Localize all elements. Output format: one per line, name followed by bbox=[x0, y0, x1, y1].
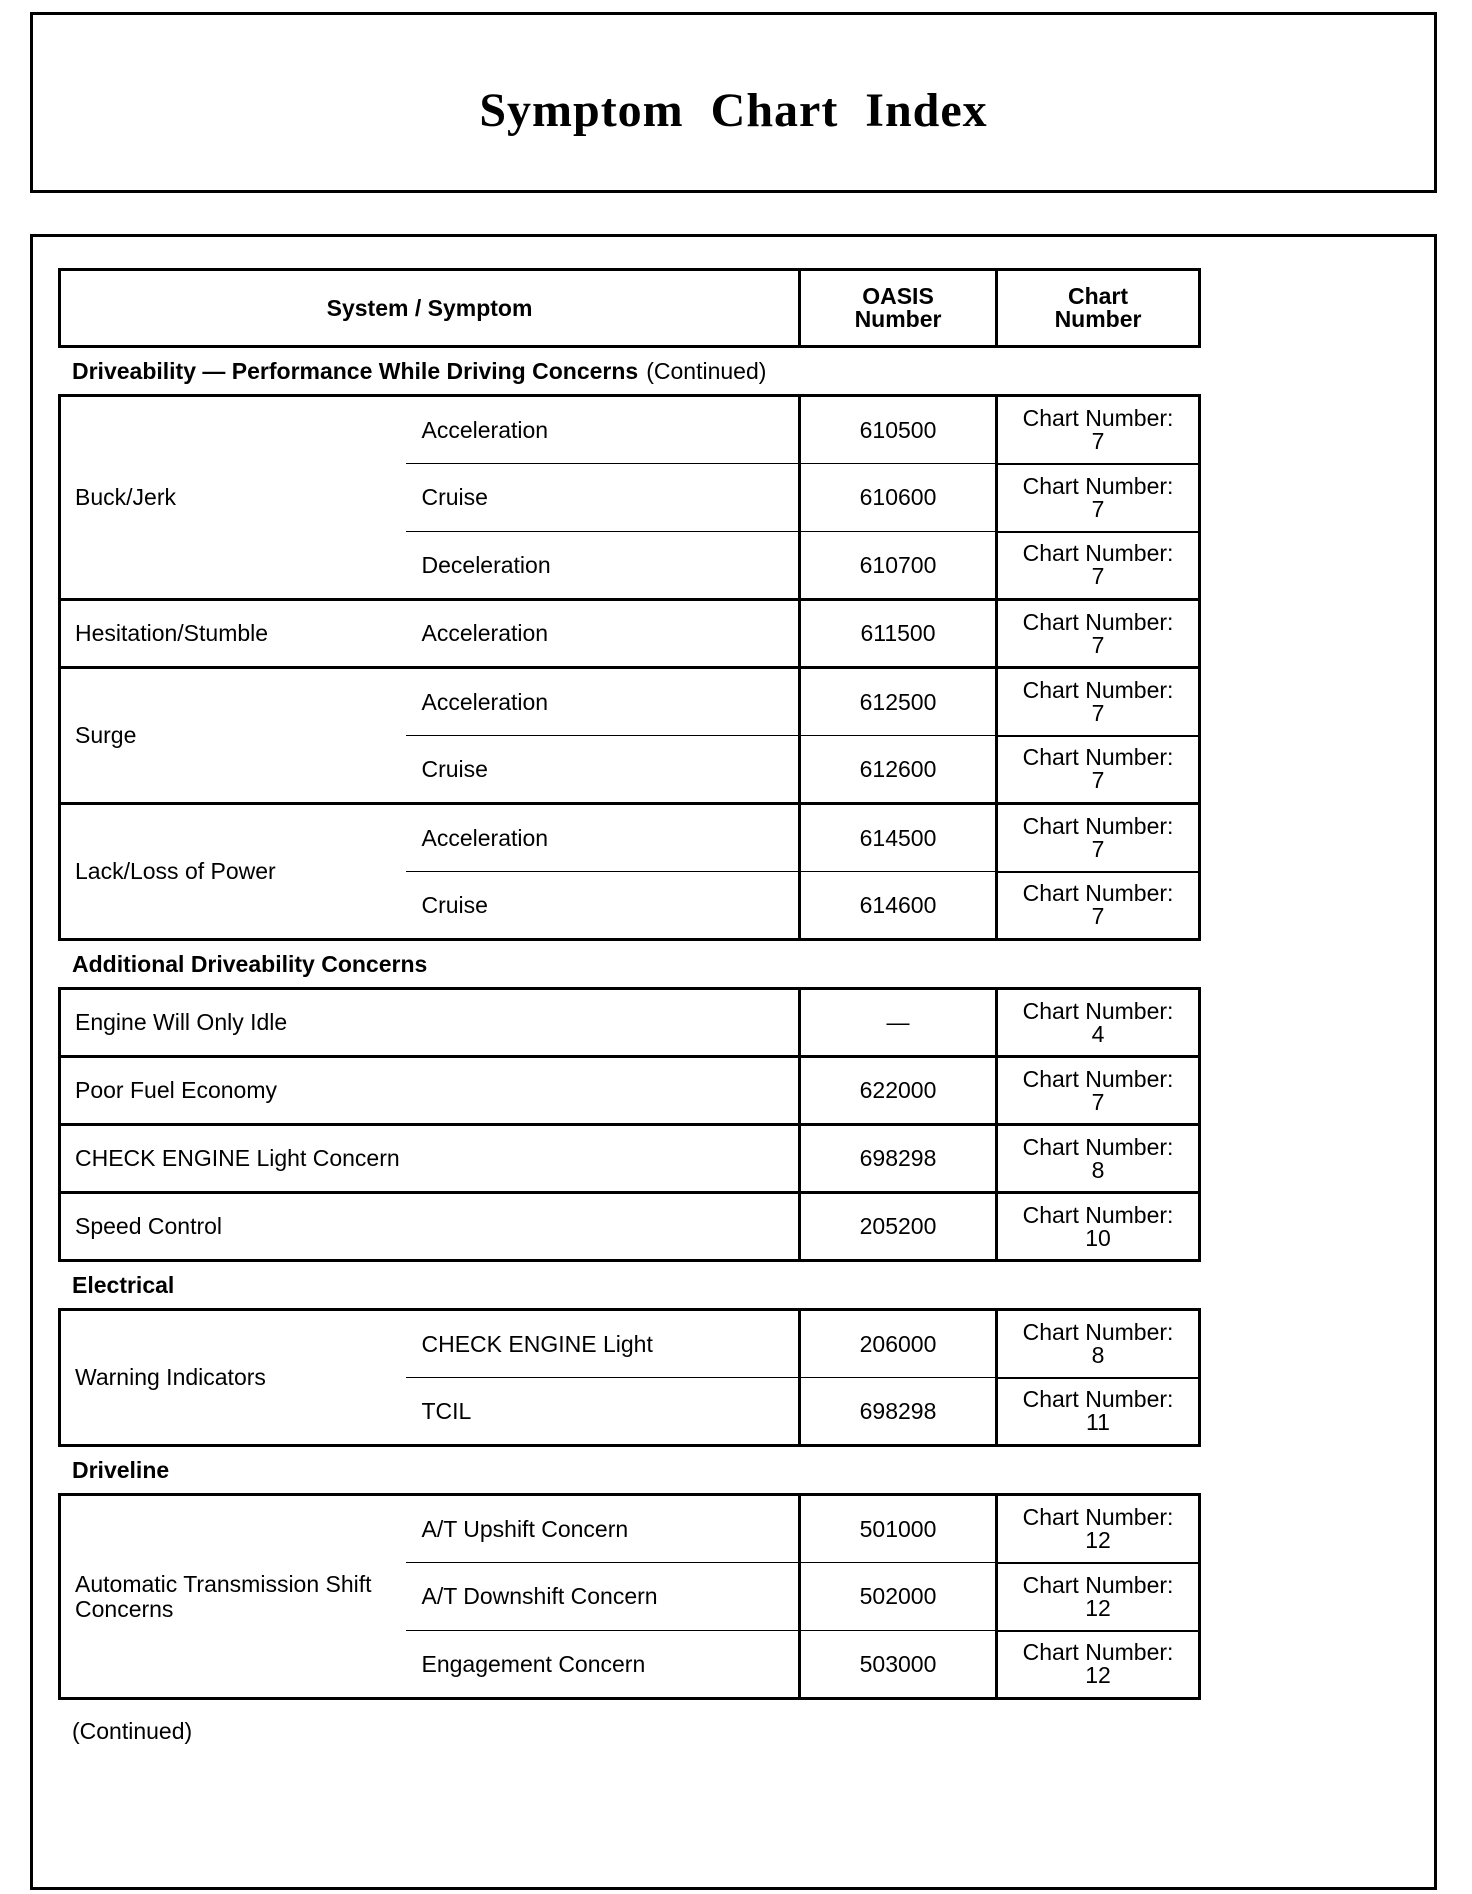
header-oasis-line1: OASIS bbox=[862, 283, 934, 309]
table-row bbox=[60, 1495, 1200, 1563]
section-title-driveline bbox=[58, 1447, 1198, 1493]
table-row bbox=[60, 668, 1200, 736]
chart-number-value: 7 bbox=[1091, 767, 1105, 794]
chart-number-value: 7 bbox=[1091, 1088, 1105, 1115]
section-title-electrical bbox=[58, 1262, 1198, 1308]
driveline-table bbox=[58, 1493, 1201, 1700]
chart-number-cell bbox=[997, 1310, 1200, 1378]
chart-number-cell bbox=[997, 989, 1200, 1057]
system-cell: Surge bbox=[60, 668, 406, 804]
section-note: (Continued) bbox=[646, 357, 767, 384]
chart-number-value: 12 bbox=[1085, 1594, 1111, 1621]
system-cell: Hesitation/Stumble bbox=[60, 600, 406, 668]
table-row bbox=[60, 804, 1200, 872]
oasis-number-cell: 698298 bbox=[800, 1378, 997, 1446]
oasis-number-cell: 610700 bbox=[800, 532, 997, 600]
oasis-number-cell: 610500 bbox=[800, 396, 997, 464]
oasis-number-cell: 614600 bbox=[800, 872, 997, 940]
table-row bbox=[60, 989, 1200, 1057]
chart-number-cell bbox=[997, 1057, 1200, 1125]
chart-number-value: 10 bbox=[1085, 1224, 1111, 1251]
symptom-cell: Acceleration bbox=[406, 600, 800, 668]
chart-number-label: Chart Number: bbox=[1022, 812, 1174, 839]
system-cell: Lack/Loss of Power bbox=[60, 804, 406, 940]
chart-number-cell bbox=[997, 1378, 1200, 1446]
chart-number-value: 7 bbox=[1091, 563, 1105, 590]
oasis-number-cell: 612600 bbox=[800, 736, 997, 804]
chart-number-value: 8 bbox=[1091, 1156, 1105, 1183]
chart-number-value: 7 bbox=[1091, 903, 1105, 930]
chart-number-label: Chart Number: bbox=[1022, 1386, 1174, 1413]
symptom-index-content bbox=[58, 268, 1198, 1745]
oasis-number-cell: — bbox=[800, 989, 997, 1057]
header-system-symptom: System / Symptom bbox=[60, 270, 800, 347]
section-title-text: Driveline bbox=[72, 1456, 170, 1483]
chart-number-label: Chart Number: bbox=[1022, 997, 1174, 1024]
header-oasis-number bbox=[800, 270, 997, 347]
table-row bbox=[60, 1310, 1200, 1378]
chart-number-cell bbox=[997, 736, 1200, 804]
symptom-cell: Cruise bbox=[406, 464, 800, 532]
chart-number-cell bbox=[997, 1631, 1200, 1699]
symptom-cell: Engagement Concern bbox=[406, 1631, 800, 1699]
section-title-additional-driveability bbox=[58, 941, 1198, 987]
symptom-cell: Acceleration bbox=[421, 416, 549, 443]
system-cell: Warning Indicators bbox=[60, 1310, 406, 1446]
table-row bbox=[60, 1125, 1200, 1193]
chart-number-label: Chart Number: bbox=[1022, 1318, 1174, 1345]
chart-number-value: 12 bbox=[1085, 1526, 1111, 1553]
oasis-number-cell: 612500 bbox=[800, 668, 997, 736]
chart-number-cell bbox=[997, 1125, 1200, 1193]
chart-number-value: 7 bbox=[1091, 427, 1105, 454]
system-cell: Speed Control bbox=[60, 1193, 800, 1261]
system-cell: Automatic Transmission Shift Concerns bbox=[60, 1495, 406, 1699]
page-title: Symptom Chart Index bbox=[479, 84, 988, 137]
symptom-cell: Acceleration bbox=[406, 804, 800, 872]
chart-number-value: 8 bbox=[1091, 1341, 1105, 1368]
table-row bbox=[60, 396, 1200, 464]
header-oasis-line2: Number bbox=[854, 306, 942, 332]
title-box bbox=[30, 12, 1437, 193]
oasis-number-cell: 610600 bbox=[800, 464, 997, 532]
section-title-text: Electrical bbox=[72, 1271, 175, 1298]
chart-number-value: 12 bbox=[1085, 1662, 1111, 1689]
oasis-number-cell: 611500 bbox=[800, 600, 997, 668]
oasis-number-cell: 622000 bbox=[800, 1057, 997, 1125]
section-title-text: Additional Driveability Concerns bbox=[72, 950, 428, 977]
section-title-text: Driveability — Performance While Driving Concerns bbox=[72, 357, 639, 384]
symptom-cell: TCIL bbox=[406, 1378, 800, 1446]
header-chart-line2: Number bbox=[1054, 306, 1142, 332]
oasis-number-cell: 502000 bbox=[800, 1563, 997, 1631]
chart-number-cell bbox=[997, 1563, 1200, 1631]
system-cell: Engine Will Only Idle bbox=[60, 989, 800, 1057]
system-cell: Poor Fuel Economy bbox=[60, 1057, 800, 1125]
table-row bbox=[60, 600, 1200, 668]
oasis-number-cell: 614500 bbox=[800, 804, 997, 872]
chart-number-cell bbox=[997, 1193, 1200, 1261]
chart-number-label: Chart Number: bbox=[1022, 1133, 1174, 1160]
chart-number-cell bbox=[997, 532, 1200, 600]
header-chart-line1: Chart bbox=[1067, 283, 1129, 309]
system-cell: CHECK ENGINE Light Concern bbox=[60, 1125, 800, 1193]
symptom-cell: Cruise bbox=[406, 736, 800, 804]
symptom-cell: A/T Downshift Concern bbox=[406, 1563, 800, 1631]
chart-number-cell bbox=[997, 804, 1200, 872]
oasis-number-cell: 205200 bbox=[800, 1193, 997, 1261]
chart-number-label: Chart Number: bbox=[1022, 540, 1174, 567]
chart-number-label: Chart Number: bbox=[1022, 1065, 1174, 1092]
chart-number-label: Chart Number: bbox=[1022, 880, 1174, 907]
driveability-table bbox=[58, 394, 1201, 941]
chart-number-label: Chart Number: bbox=[1022, 1571, 1174, 1598]
chart-number-value: 11 bbox=[1086, 1409, 1110, 1436]
chart-number-label: Chart Number: bbox=[1022, 472, 1174, 499]
oasis-number-cell: 501000 bbox=[800, 1495, 997, 1563]
chart-number-cell bbox=[997, 464, 1200, 532]
system-cell: Buck/Jerk bbox=[60, 396, 406, 600]
chart-number-cell bbox=[997, 396, 1200, 464]
chart-number-label: Chart Number: bbox=[1022, 404, 1174, 431]
additional-driveability-table bbox=[58, 987, 1201, 1262]
oasis-number-cell: 698298 bbox=[800, 1125, 997, 1193]
chart-number-value: 4 bbox=[1091, 1020, 1105, 1047]
chart-number-label: Chart Number: bbox=[1022, 676, 1174, 703]
symptom-cell: A/T Upshift Concern bbox=[421, 1515, 629, 1542]
chart-number-cell bbox=[997, 600, 1200, 668]
chart-number-label: Chart Number: bbox=[1022, 1503, 1174, 1530]
continued-note: (Continued) bbox=[72, 1718, 193, 1744]
chart-number-label: Chart Number: bbox=[1022, 1201, 1174, 1228]
header-chart-number bbox=[997, 270, 1200, 347]
symptom-cell: Acceleration bbox=[406, 668, 800, 736]
header-table bbox=[58, 268, 1201, 348]
symptom-cell: Cruise bbox=[406, 872, 800, 940]
chart-number-label: Chart Number: bbox=[1022, 744, 1174, 771]
chart-number-value: 7 bbox=[1091, 699, 1105, 726]
chart-number-cell bbox=[997, 872, 1200, 940]
chart-number-cell bbox=[997, 668, 1200, 736]
oasis-number-cell: 206000 bbox=[800, 1310, 997, 1378]
table-row bbox=[60, 1193, 1200, 1261]
chart-number-cell bbox=[997, 1495, 1200, 1563]
symptom-cell: CHECK ENGINE Light bbox=[421, 1330, 653, 1357]
chart-number-value: 7 bbox=[1091, 835, 1105, 862]
chart-number-label: Chart Number: bbox=[1022, 1639, 1174, 1666]
electrical-table bbox=[58, 1308, 1201, 1447]
chart-number-value: 7 bbox=[1091, 631, 1105, 658]
chart-number-value: 7 bbox=[1091, 495, 1105, 522]
symptom-cell: Deceleration bbox=[406, 532, 800, 600]
section-title-driveability bbox=[58, 348, 1198, 394]
table-row bbox=[60, 1057, 1200, 1125]
chart-number-label: Chart Number: bbox=[1022, 608, 1174, 635]
oasis-number-cell: 503000 bbox=[800, 1631, 997, 1699]
